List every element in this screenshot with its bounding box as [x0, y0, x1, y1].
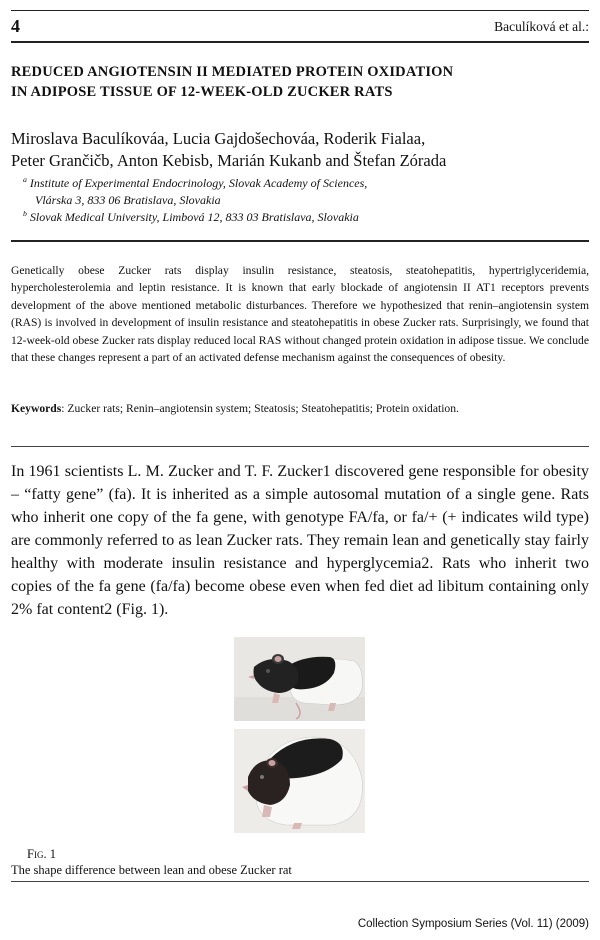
footer-rule — [11, 881, 589, 882]
author-list — [11, 128, 589, 172]
paper-title — [11, 62, 589, 102]
obese-rat-illustration — [234, 729, 365, 833]
authors-line-2: Peter Grančičb, Anton Kebisb, Marián Kukanb and Štefan Zórada — [11, 151, 447, 170]
lean-rat-illustration — [234, 637, 365, 721]
header-rule-bottom — [11, 41, 589, 43]
page — [11, 0, 589, 940]
body-paragraph: In 1961 scientists L. M. Zucker and T. F. Zucker1 discovered gene responsible for obesity – “fatty gene” (fa). It is inherited as a simple autosomal mutation of a single gene. Rats who inherit one copy of the fa gene, with genotype FA/fa, or fa/+ (+ indicates wild type) are commonly referred to as lean Zucker rats. They remain lean and genetically stay fairly healthy with moderate insulin resistance and hyperglycemia2. Rats who inherit two copies of the fa gene (fa/fa) become obese even when fed diet ad libitum containing only 2% fat content2 (Fig. 1). — [11, 463, 589, 618]
affiliation-a: $^a$ Institute of Experimental Endocrinology, Slovak Academy of Sciences, — [23, 175, 368, 190]
affiliation-b: $^b$ Slovak Medical University, Limbová 12, 833 03 Bratislava, Slovakia — [23, 209, 359, 224]
abstract: Genetically obese Zucker rats display insulin resistance, steatosis, steatohepatitis, hypertriglyceridemia, hypercholesterolemia and leptin resistance. It is known that early blockade of angiotensin II AT1 receptors prevents development of the above mentioned metabolic disturbances. Therefore we hypothesized that renin–angiotensin system (RAS) is involved in development of insulin resistance and steatohepatitis in obese Zucker rats. Surprisingly, we found that 12-week-old obese Zucker rats display reduced local RAS without changed protein oxidation in adipose tissue. We conclude that these changes represent a part of an activated defense mechanism against the consequences of obesity. — [11, 264, 589, 365]
title-line-2: IN ADIPOSE TISSUE OF 12-WEEK-OLD ZUCKER RATS — [11, 84, 393, 100]
abstract-rule — [11, 446, 589, 447]
keywords — [11, 400, 589, 417]
page-header — [11, 16, 589, 38]
figure-lean-rat-photo — [234, 637, 365, 721]
figure-label: Fig. 1 — [27, 847, 56, 861]
affiliation-a-address: Vlárska 3, 833 06 Bratislava, Slovakia — [35, 193, 221, 207]
title-rule — [11, 240, 589, 242]
figure-obese-rat-photo — [234, 729, 365, 833]
header-rule-top — [11, 10, 589, 11]
title-line-1: REDUCED ANGIOTENSIN II MEDIATED PROTEIN OXIDATION — [11, 64, 454, 80]
running-head: Baculíková et al.: — [494, 19, 589, 34]
page-number: 4 — [11, 16, 20, 36]
figure-caption: The shape difference between lean and obese Zucker rat — [11, 863, 292, 877]
affiliations — [23, 175, 589, 226]
footer-series: Collection Symposium Series (Vol. 11) (2009) — [357, 918, 589, 930]
keywords-text: : Zucker rats; Renin–angiotensin system; Steatosis; Steatohepatitis; Protein oxidation. — [61, 402, 459, 415]
authors-line-1: Miroslava Baculíkováa, Lucia Gajdošechováa, Roderik Fialaa, — [11, 129, 426, 148]
keywords-label: Keywords — [11, 402, 62, 415]
